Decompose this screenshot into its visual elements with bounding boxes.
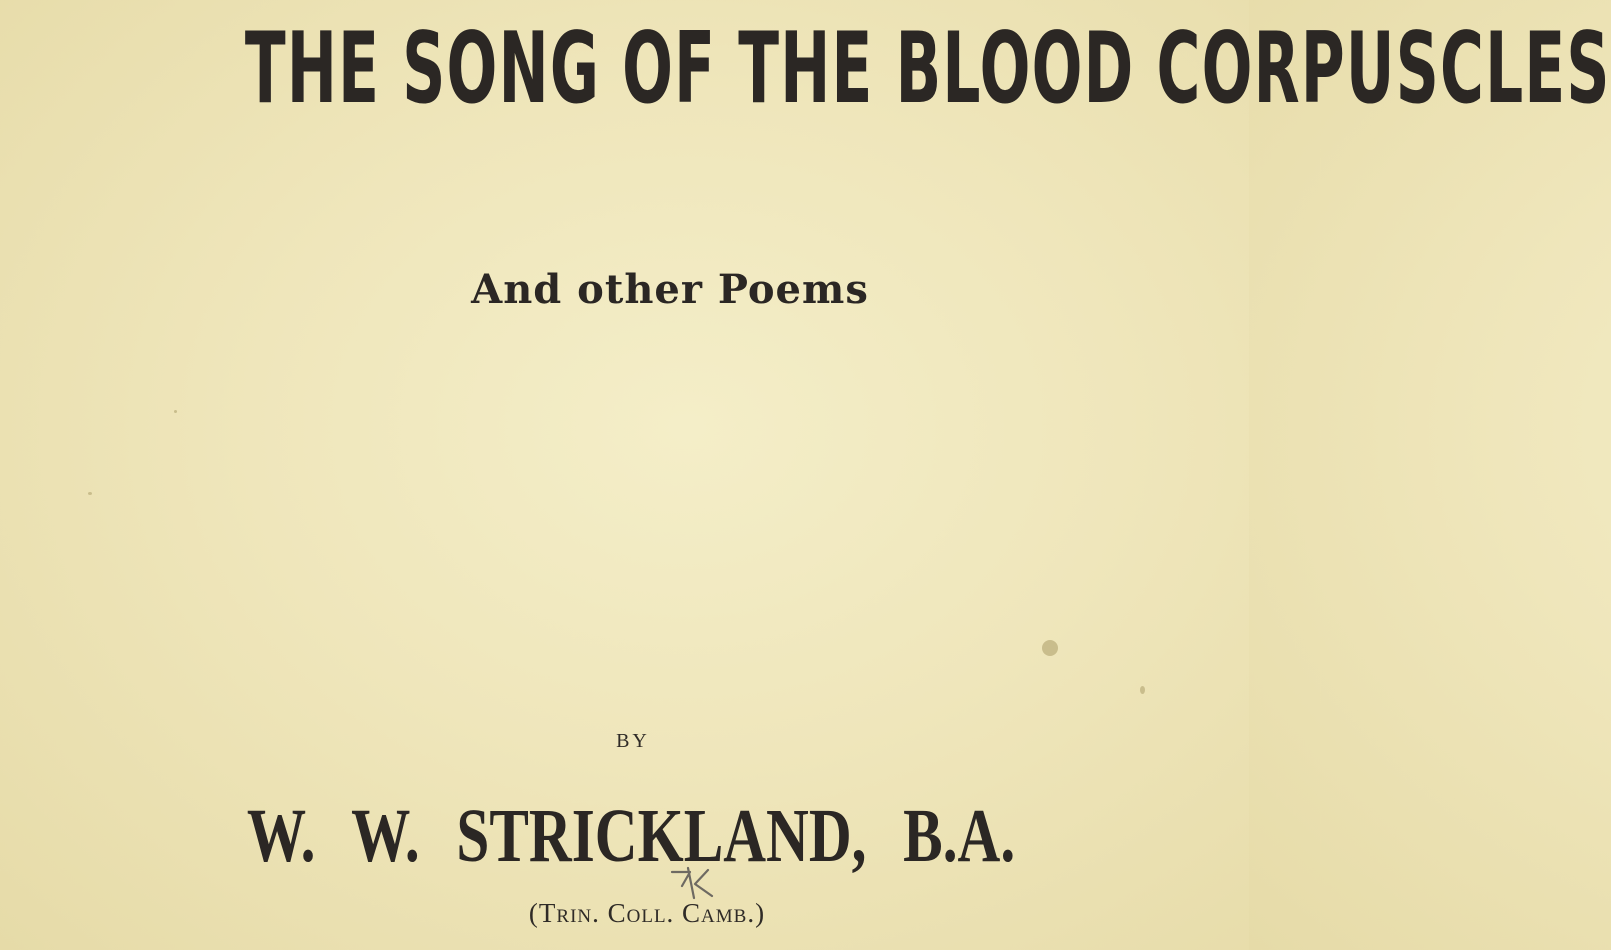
book-subtitle: And other Poems xyxy=(471,266,869,313)
paper-speck xyxy=(1140,686,1145,694)
author-name: W. W. STRICKLAND, B.A. xyxy=(246,794,1016,878)
paper-speck xyxy=(1042,640,1058,656)
book-title: THE SONG OF THE BLOOD CORPUSCLES xyxy=(244,12,1611,126)
college-affiliation: (Trin. Coll. Camb.) xyxy=(528,898,766,928)
paper-speck xyxy=(174,410,177,413)
by-line: BY xyxy=(616,730,650,752)
pencil-annotation xyxy=(668,866,716,902)
paper-speck xyxy=(88,492,92,495)
